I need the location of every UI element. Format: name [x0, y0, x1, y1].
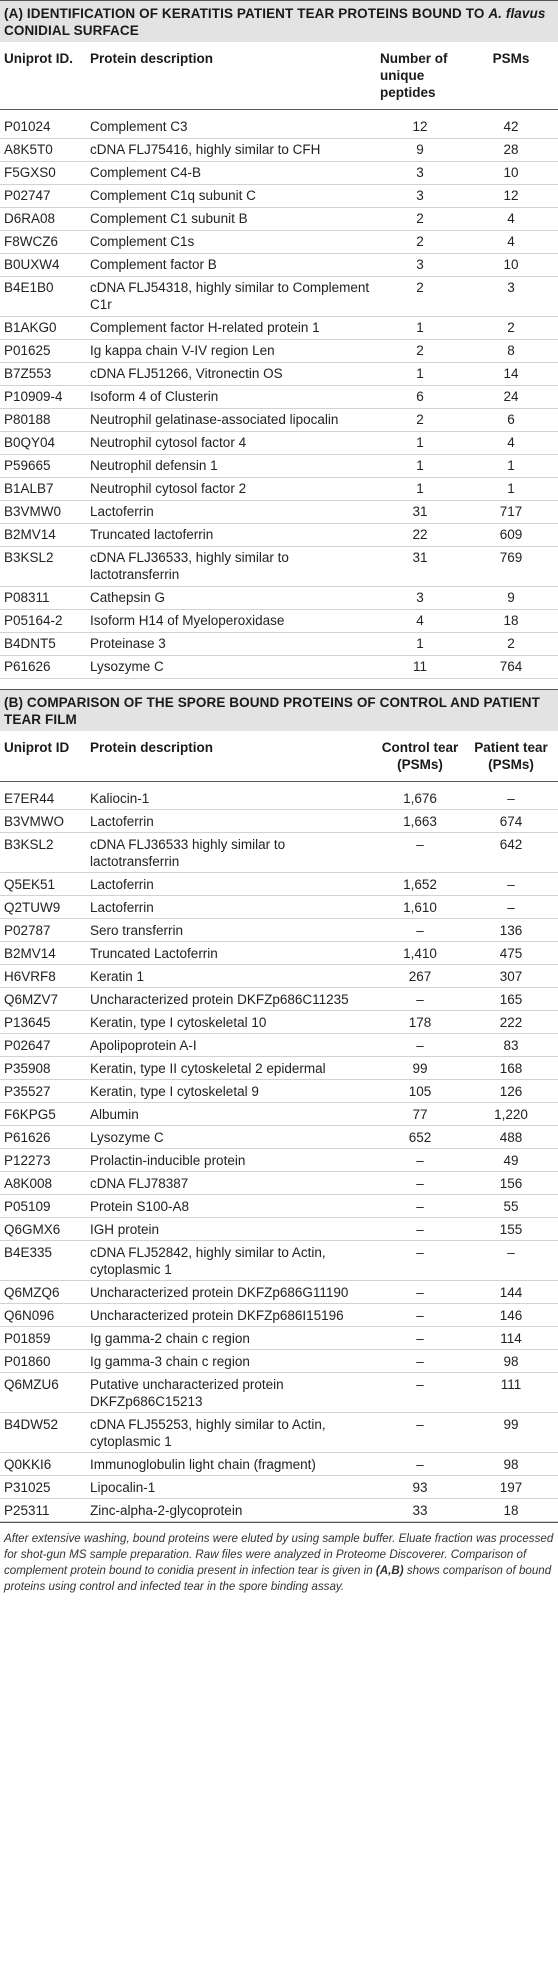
- table-row: [0, 138, 558, 161]
- table-row: [0, 810, 558, 833]
- footnote-bold-ref: (A,B): [375, 1564, 404, 1577]
- header-unique-peptides: Number of unique peptides: [376, 42, 464, 110]
- table-row: [0, 362, 558, 385]
- cell-protein-description: Ig gamma-3 chain c region: [86, 1350, 376, 1373]
- cell-value-1: –: [376, 988, 464, 1011]
- cell-value-2: –: [464, 896, 558, 919]
- cell-value-1: 2: [376, 230, 464, 253]
- cell-uniprot-id: B0UXW4: [0, 253, 86, 276]
- cell-uniprot-id: P12273: [0, 1149, 86, 1172]
- section-a-title-prefix: (A) IDENTIFICATION OF KERATITIS PATIENT TEAR PROTEINS BOUND TO: [4, 6, 485, 21]
- cell-uniprot-id: P02647: [0, 1034, 86, 1057]
- cell-protein-description: Lipocalin-1: [86, 1476, 376, 1499]
- cell-protein-description: Uncharacterized protein DKFZp686I15196: [86, 1304, 376, 1327]
- cell-protein-description: Cathepsin G: [86, 586, 376, 609]
- cell-value-1: 93: [376, 1476, 464, 1499]
- table-row: [0, 919, 558, 942]
- cell-value-1: –: [376, 1218, 464, 1241]
- cell-protein-description: Truncated Lactoferrin: [86, 942, 376, 965]
- cell-value-1: –: [376, 833, 464, 873]
- table-footnote: [0, 1522, 558, 1595]
- cell-uniprot-id: B1AKG0: [0, 316, 86, 339]
- cell-value-1: 178: [376, 1011, 464, 1034]
- cell-value-2: 1,220: [464, 1103, 558, 1126]
- cell-value-2: 99: [464, 1413, 558, 1453]
- cell-value-2: 24: [464, 385, 558, 408]
- cell-value-1: –: [376, 1172, 464, 1195]
- cell-protein-description: Keratin, type II cytoskeletal 2 epidermal: [86, 1057, 376, 1080]
- header-protein-description: Protein description: [86, 42, 376, 110]
- cell-value-1: –: [376, 1281, 464, 1304]
- cell-uniprot-id: P13645: [0, 1011, 86, 1034]
- cell-value-1: 1: [376, 632, 464, 655]
- cell-value-2: 55: [464, 1195, 558, 1218]
- cell-uniprot-id: P02747: [0, 184, 86, 207]
- section-b-header-row: [0, 731, 558, 782]
- cell-uniprot-id: A8K5T0: [0, 138, 86, 161]
- section-b-title: (B) COMPARISON OF THE SPORE BOUND PROTEINS OF CONTROL AND PATIENT TEAR FILM: [0, 689, 558, 731]
- cell-uniprot-id: P08311: [0, 586, 86, 609]
- cell-uniprot-id: Q6GMX6: [0, 1218, 86, 1241]
- cell-value-1: 3: [376, 586, 464, 609]
- cell-value-1: 1,652: [376, 873, 464, 896]
- cell-value-1: –: [376, 1413, 464, 1453]
- cell-uniprot-id: Q5EK51: [0, 873, 86, 896]
- table-row: [0, 988, 558, 1011]
- table-row: [0, 1476, 558, 1499]
- cell-value-2: 168: [464, 1057, 558, 1080]
- cell-value-2: 111: [464, 1373, 558, 1413]
- cell-value-2: 98: [464, 1350, 558, 1373]
- cell-uniprot-id: P02787: [0, 919, 86, 942]
- cell-uniprot-id: A8K008: [0, 1172, 86, 1195]
- cell-value-1: 105: [376, 1080, 464, 1103]
- cell-uniprot-id: P01860: [0, 1350, 86, 1373]
- cell-uniprot-id: P80188: [0, 408, 86, 431]
- cell-protein-description: cDNA FLJ78387: [86, 1172, 376, 1195]
- cell-uniprot-id: P61626: [0, 655, 86, 678]
- table-row: [0, 276, 558, 316]
- table-row: [0, 184, 558, 207]
- cell-value-2: 14: [464, 362, 558, 385]
- cell-value-2: 126: [464, 1080, 558, 1103]
- cell-value-2: 4: [464, 207, 558, 230]
- table-row: [0, 253, 558, 276]
- table-row: [0, 1195, 558, 1218]
- cell-protein-description: Complement factor B: [86, 253, 376, 276]
- section-a-body: [0, 110, 558, 679]
- table-row: [0, 1350, 558, 1373]
- cell-uniprot-id: B4DNT5: [0, 632, 86, 655]
- cell-value-1: 12: [376, 110, 464, 139]
- cell-value-1: 1,676: [376, 781, 464, 810]
- table-row: [0, 1080, 558, 1103]
- cell-value-2: 4: [464, 230, 558, 253]
- cell-value-1: 2: [376, 207, 464, 230]
- section-a-title-italic: A. flavus: [488, 6, 546, 21]
- cell-protein-description: Zinc-alpha-2-glycoprotein: [86, 1499, 376, 1522]
- cell-protein-description: Keratin, type I cytoskeletal 9: [86, 1080, 376, 1103]
- cell-protein-description: Sero transferrin: [86, 919, 376, 942]
- section-a-title-suffix: CONIDIAL SURFACE: [4, 23, 139, 38]
- cell-protein-description: cDNA FLJ52842, highly similar to Actin, cytoplasmic 1: [86, 1241, 376, 1281]
- cell-protein-description: Isoform 4 of Clusterin: [86, 385, 376, 408]
- table-row: [0, 1126, 558, 1149]
- cell-value-1: 3: [376, 253, 464, 276]
- cell-value-1: –: [376, 1034, 464, 1057]
- cell-uniprot-id: P05164-2: [0, 609, 86, 632]
- cell-uniprot-id: P10909-4: [0, 385, 86, 408]
- header-uniprot-id: Uniprot ID.: [0, 42, 86, 110]
- cell-protein-description: cDNA FLJ54318, highly similar to Complement C1r: [86, 276, 376, 316]
- table-row: [0, 965, 558, 988]
- cell-value-2: 642: [464, 833, 558, 873]
- cell-protein-description: Lactoferrin: [86, 873, 376, 896]
- cell-uniprot-id: Q6MZQ6: [0, 1281, 86, 1304]
- table-row: [0, 1281, 558, 1304]
- cell-value-2: 136: [464, 919, 558, 942]
- cell-value-2: 42: [464, 110, 558, 139]
- cell-value-1: 77: [376, 1103, 464, 1126]
- table-row: [0, 230, 558, 253]
- cell-protein-description: Kaliocin-1: [86, 781, 376, 810]
- cell-uniprot-id: B2MV14: [0, 942, 86, 965]
- cell-value-2: 4: [464, 431, 558, 454]
- table-row: [0, 1057, 558, 1080]
- cell-uniprot-id: B3VMWO: [0, 810, 86, 833]
- table-row: [0, 632, 558, 655]
- cell-protein-description: Lysozyme C: [86, 655, 376, 678]
- cell-uniprot-id: B2MV14: [0, 523, 86, 546]
- cell-protein-description: Isoform H14 of Myeloperoxidase: [86, 609, 376, 632]
- table-row: [0, 655, 558, 678]
- section-a-table: [0, 42, 558, 679]
- cell-uniprot-id: B0QY04: [0, 431, 86, 454]
- cell-protein-description: Lactoferrin: [86, 896, 376, 919]
- cell-value-2: 764: [464, 655, 558, 678]
- cell-value-1: –: [376, 1350, 464, 1373]
- table-row: [0, 1499, 558, 1522]
- header-patient-tear: Patient tear (PSMs): [464, 731, 558, 782]
- cell-uniprot-id: Q6MZU6: [0, 1373, 86, 1413]
- cell-uniprot-id: F6KPG5: [0, 1103, 86, 1126]
- table-row: [0, 161, 558, 184]
- cell-value-2: 8: [464, 339, 558, 362]
- cell-uniprot-id: B4DW52: [0, 1413, 86, 1453]
- cell-value-2: 146: [464, 1304, 558, 1327]
- cell-protein-description: Keratin 1: [86, 965, 376, 988]
- cell-value-1: 652: [376, 1126, 464, 1149]
- table-row: [0, 1034, 558, 1057]
- cell-value-1: 6: [376, 385, 464, 408]
- cell-value-2: 49: [464, 1149, 558, 1172]
- table-row: [0, 833, 558, 873]
- cell-value-2: 475: [464, 942, 558, 965]
- cell-protein-description: Apolipoprotein A-I: [86, 1034, 376, 1057]
- cell-uniprot-id: F8WCZ6: [0, 230, 86, 253]
- cell-value-1: –: [376, 1149, 464, 1172]
- cell-protein-description: Complement C1s: [86, 230, 376, 253]
- table-row: [0, 1218, 558, 1241]
- cell-value-2: 18: [464, 609, 558, 632]
- cell-uniprot-id: Q6N096: [0, 1304, 86, 1327]
- table-row: [0, 781, 558, 810]
- cell-uniprot-id: Q6MZV7: [0, 988, 86, 1011]
- cell-uniprot-id: P01625: [0, 339, 86, 362]
- cell-protein-description: cDNA FLJ51266, Vitronectin OS: [86, 362, 376, 385]
- table-row: [0, 1327, 558, 1350]
- cell-value-1: 1: [376, 477, 464, 500]
- cell-protein-description: Immunoglobulin light chain (fragment): [86, 1453, 376, 1476]
- section-b-body: [0, 781, 558, 1522]
- section-b-table: [0, 731, 558, 1523]
- cell-protein-description: Complement C1q subunit C: [86, 184, 376, 207]
- cell-value-2: 197: [464, 1476, 558, 1499]
- cell-value-2: 83: [464, 1034, 558, 1057]
- cell-value-1: 1,663: [376, 810, 464, 833]
- cell-value-1: –: [376, 1304, 464, 1327]
- table-row: [0, 316, 558, 339]
- table-row: [0, 477, 558, 500]
- section-a-title: [0, 0, 558, 42]
- cell-value-2: 609: [464, 523, 558, 546]
- cell-protein-description: cDNA FLJ55253, highly similar to Actin, cytoplasmic 1: [86, 1413, 376, 1453]
- cell-uniprot-id: B3VMW0: [0, 500, 86, 523]
- table-row: [0, 431, 558, 454]
- cell-value-1: 3: [376, 184, 464, 207]
- cell-protein-description: cDNA FLJ36533 highly similar to lactotransferrin: [86, 833, 376, 873]
- cell-value-2: 488: [464, 1126, 558, 1149]
- cell-value-1: 1: [376, 431, 464, 454]
- cell-uniprot-id: Q0KKI6: [0, 1453, 86, 1476]
- header-psms: PSMs: [464, 42, 558, 110]
- cell-value-2: 769: [464, 546, 558, 586]
- cell-protein-description: Prolactin-inducible protein: [86, 1149, 376, 1172]
- cell-uniprot-id: B3KSL2: [0, 546, 86, 586]
- table-row: [0, 385, 558, 408]
- cell-value-1: 99: [376, 1057, 464, 1080]
- cell-uniprot-id: P61626: [0, 1126, 86, 1149]
- cell-value-1: 1,410: [376, 942, 464, 965]
- table-row: [0, 1103, 558, 1126]
- cell-protein-description: Truncated lactoferrin: [86, 523, 376, 546]
- table-row: [0, 500, 558, 523]
- cell-uniprot-id: B7Z553: [0, 362, 86, 385]
- cell-uniprot-id: P05109: [0, 1195, 86, 1218]
- cell-value-2: 1: [464, 477, 558, 500]
- cell-value-1: 2: [376, 276, 464, 316]
- cell-value-1: 1,610: [376, 896, 464, 919]
- cell-value-2: 3: [464, 276, 558, 316]
- cell-uniprot-id: H6VRF8: [0, 965, 86, 988]
- cell-protein-description: cDNA FLJ75416, highly similar to CFH: [86, 138, 376, 161]
- section-a-header-row: [0, 42, 558, 110]
- cell-value-1: –: [376, 1241, 464, 1281]
- table-row: [0, 873, 558, 896]
- cell-value-2: 114: [464, 1327, 558, 1350]
- cell-value-1: –: [376, 1195, 464, 1218]
- cell-value-1: 22: [376, 523, 464, 546]
- cell-protein-description: Albumin: [86, 1103, 376, 1126]
- cell-uniprot-id: D6RA08: [0, 207, 86, 230]
- cell-protein-description: Uncharacterized protein DKFZp686G11190: [86, 1281, 376, 1304]
- cell-value-2: 165: [464, 988, 558, 1011]
- cell-value-2: 156: [464, 1172, 558, 1195]
- cell-value-2: –: [464, 781, 558, 810]
- cell-value-2: 222: [464, 1011, 558, 1034]
- cell-protein-description: Neutrophil cytosol factor 2: [86, 477, 376, 500]
- cell-uniprot-id: P01024: [0, 110, 86, 139]
- cell-protein-description: Protein S100-A8: [86, 1195, 376, 1218]
- cell-uniprot-id: B4E335: [0, 1241, 86, 1281]
- cell-value-1: 4: [376, 609, 464, 632]
- cell-uniprot-id: B3KSL2: [0, 833, 86, 873]
- cell-protein-description: Complement C1 subunit B: [86, 207, 376, 230]
- cell-value-2: 144: [464, 1281, 558, 1304]
- cell-protein-description: Complement C3: [86, 110, 376, 139]
- cell-uniprot-id: F5GXS0: [0, 161, 86, 184]
- footnote-text-2: shows comparison of bound proteins using control and infected tear in the spore binding assay.: [4, 1564, 552, 1593]
- cell-value-2: 307: [464, 965, 558, 988]
- cell-value-1: –: [376, 1453, 464, 1476]
- cell-value-2: 717: [464, 500, 558, 523]
- cell-value-2: 10: [464, 253, 558, 276]
- header-control-tear: Control tear (PSMs): [376, 731, 464, 782]
- table-row: [0, 1453, 558, 1476]
- table-row: [0, 207, 558, 230]
- table-row: [0, 1413, 558, 1453]
- table-row: [0, 1172, 558, 1195]
- cell-uniprot-id: P25311: [0, 1499, 86, 1522]
- table-row: [0, 1241, 558, 1281]
- cell-uniprot-id: E7ER44: [0, 781, 86, 810]
- cell-uniprot-id: P01859: [0, 1327, 86, 1350]
- cell-protein-description: Neutrophil cytosol factor 4: [86, 431, 376, 454]
- cell-value-1: 11: [376, 655, 464, 678]
- header-uniprot-id: Uniprot ID: [0, 731, 86, 782]
- cell-protein-description: IGH protein: [86, 1218, 376, 1241]
- cell-uniprot-id: B4E1B0: [0, 276, 86, 316]
- cell-value-1: 267: [376, 965, 464, 988]
- cell-value-1: 33: [376, 1499, 464, 1522]
- cell-protein-description: Proteinase 3: [86, 632, 376, 655]
- cell-value-2: 9: [464, 586, 558, 609]
- cell-value-2: 674: [464, 810, 558, 833]
- cell-value-1: –: [376, 1327, 464, 1350]
- cell-value-1: 1: [376, 316, 464, 339]
- table-row: [0, 586, 558, 609]
- cell-value-1: –: [376, 919, 464, 942]
- cell-protein-description: Lactoferrin: [86, 810, 376, 833]
- cell-uniprot-id: P59665: [0, 454, 86, 477]
- cell-value-2: 2: [464, 316, 558, 339]
- cell-uniprot-id: P35527: [0, 1080, 86, 1103]
- table-row: [0, 1011, 558, 1034]
- table-row: [0, 454, 558, 477]
- table-row: [0, 546, 558, 586]
- cell-protein-description: Keratin, type I cytoskeletal 10: [86, 1011, 376, 1034]
- table-row: [0, 523, 558, 546]
- table-row: [0, 896, 558, 919]
- cell-value-1: 9: [376, 138, 464, 161]
- cell-protein-description: Uncharacterized protein DKFZp686C11235: [86, 988, 376, 1011]
- cell-value-1: 3: [376, 161, 464, 184]
- cell-value-1: 1: [376, 362, 464, 385]
- cell-value-2: 2: [464, 632, 558, 655]
- table-row: [0, 1373, 558, 1413]
- table-row: [0, 110, 558, 139]
- cell-value-2: 6: [464, 408, 558, 431]
- cell-protein-description: cDNA FLJ36533, highly similar to lactotransferrin: [86, 546, 376, 586]
- cell-protein-description: Ig kappa chain V-IV region Len: [86, 339, 376, 362]
- cell-value-2: 10: [464, 161, 558, 184]
- cell-value-2: 28: [464, 138, 558, 161]
- table-row: [0, 339, 558, 362]
- cell-uniprot-id: P35908: [0, 1057, 86, 1080]
- cell-value-1: 2: [376, 339, 464, 362]
- cell-value-1: –: [376, 1373, 464, 1413]
- cell-value-2: 12: [464, 184, 558, 207]
- cell-value-1: 1: [376, 454, 464, 477]
- table-row: [0, 609, 558, 632]
- table-row: [0, 1304, 558, 1327]
- cell-value-2: 1: [464, 454, 558, 477]
- table-row: [0, 942, 558, 965]
- cell-value-2: 155: [464, 1218, 558, 1241]
- cell-uniprot-id: P31025: [0, 1476, 86, 1499]
- cell-protein-description: Lysozyme C: [86, 1126, 376, 1149]
- cell-uniprot-id: Q2TUW9: [0, 896, 86, 919]
- cell-protein-description: Neutrophil defensin 1: [86, 454, 376, 477]
- cell-protein-description: Ig gamma-2 chain c region: [86, 1327, 376, 1350]
- cell-protein-description: Complement factor H-related protein 1: [86, 316, 376, 339]
- table-row: [0, 408, 558, 431]
- cell-protein-description: Complement C4-B: [86, 161, 376, 184]
- cell-value-2: –: [464, 1241, 558, 1281]
- cell-uniprot-id: B1ALB7: [0, 477, 86, 500]
- cell-protein-description: Putative uncharacterized protein DKFZp686C15213: [86, 1373, 376, 1413]
- cell-protein-description: Neutrophil gelatinase-associated lipocalin: [86, 408, 376, 431]
- table-row: [0, 1149, 558, 1172]
- footnote-text-1: After extensive washing, bound proteins were eluted by using sample buffer. Eluate fraction was processed for shot-gun MS sample preparation. Raw files were analyzed in Proteome Discoverer. Comparison of complement protein bound to conidia present in infection tear is given in: [4, 1532, 554, 1577]
- cell-value-2: 18: [464, 1499, 558, 1522]
- cell-value-2: –: [464, 873, 558, 896]
- cell-protein-description: Lactoferrin: [86, 500, 376, 523]
- cell-value-1: 31: [376, 500, 464, 523]
- cell-value-1: 31: [376, 546, 464, 586]
- cell-value-2: 98: [464, 1453, 558, 1476]
- header-protein-description: Protein description: [86, 731, 376, 782]
- cell-value-1: 2: [376, 408, 464, 431]
